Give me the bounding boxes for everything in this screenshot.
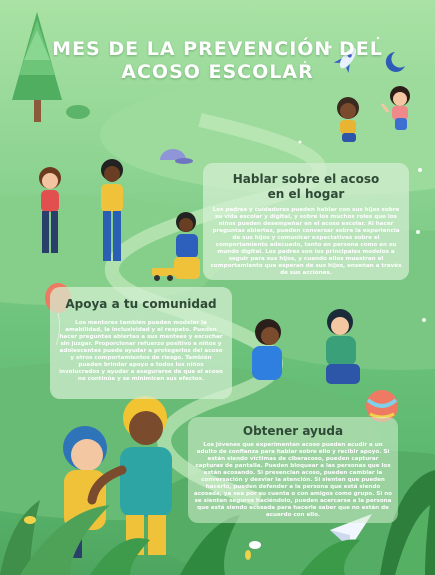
section-heading-home: [209, 172, 403, 202]
section-heading-get-help: Obtener ayuda: [242, 424, 344, 438]
section-card-home: [203, 163, 409, 280]
section-card-get-help: [188, 417, 398, 523]
section-heading-home-line-2: en el hogar: [267, 187, 345, 201]
title-line-1: MES DE LA PREVENCIÓN DEL: [52, 38, 383, 60]
section-heading-community: Apoya a tu comunidad: [65, 297, 217, 311]
section-body-home: Los padres y cuidadores pueden hablar con sus hijos sobre su vida escolar y digital, y sobre los muchos roles que los niños pueden desempeñar en el acoso escolar. Al hacer preguntas abiertas, pueden conversar sobre la experiencia de sus hijos y comunicar expectativas sobre el comportamiento adecuado, tanto en persona como en su mundo digital. Los padres son los principales modelos a seguir para sus hijos, y cuando ellos muestran el comportamiento que esperan de sus hijos, enseñan a través de sus acciones.: [210, 207, 402, 276]
section-heading-home-line-1: Hablar sobre el acoso: [232, 172, 380, 186]
title-line-2: ACOSO ESCOLAR: [121, 61, 314, 83]
section-body-community: Los mentores también pueden modelar la amabilidad, la inclusividad y el respeto. Pueden hacer preguntas abiertas a sus mentees y escuchar sin juzgar. Proporcionar refuerzo positivo a niños y adolescentes puede ayudar a protegerlos del acoso y otros comportamientos de riesgo. También pueden brindar apoyo a todos los niños involucrados y ayudar a asegurarse de que el acoso no continúe y se minimicen sus efectos.: [59, 320, 223, 382]
page-title: [40, 38, 395, 84]
section-card-community: [50, 287, 232, 399]
section-body-get-help: Los jóvenes que experimentan acoso pueden acudir a un adulto de confianza para hablar sobre ello y recibir apoyo. Si están siendo víctimas de ciberacoso, pueden capturar capturas de pantalla. Pueden bloquear a las personas que los están acosando. Si presencian acoso, pueden cambiar la conversación y desviar la atención. Si sienten que pueden hacerlo, pueden defender a la persona que está siendo acosada, ya sea por su cuenta o con amigos como grupo. Si no se sienten seguros haciéndolo, pueden acercarse a la persona que está siendo acosada para hacerle saber que no están de acuerdo con ello.: [193, 442, 393, 518]
